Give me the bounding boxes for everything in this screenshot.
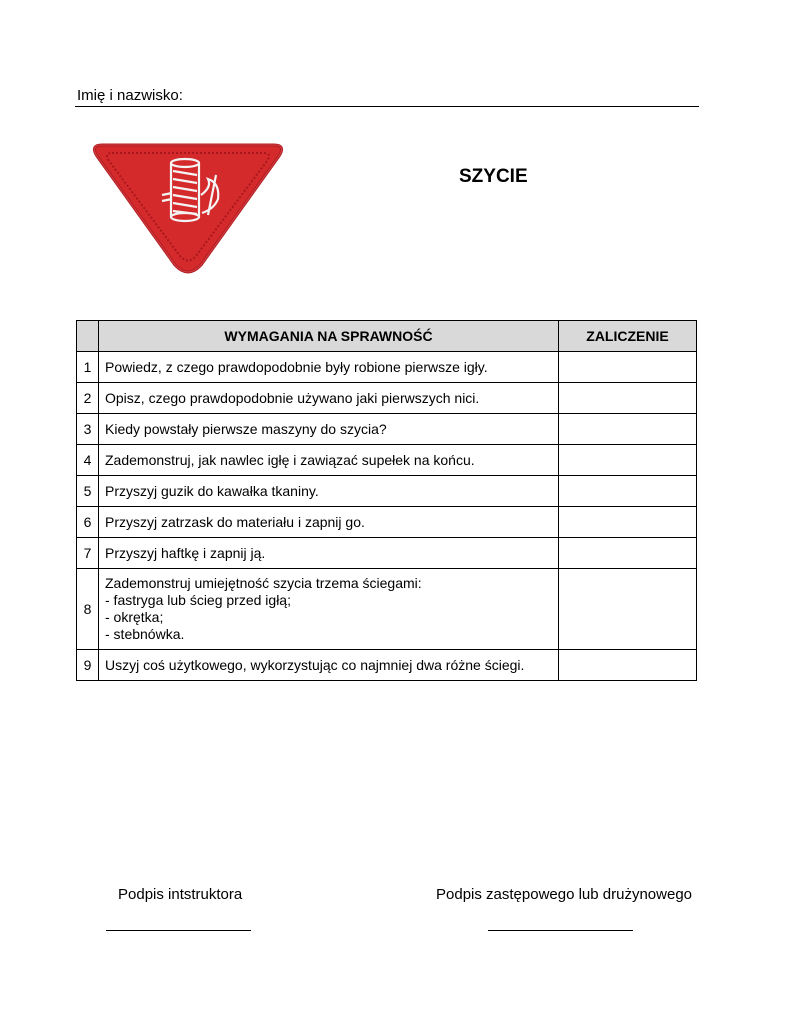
name-field-line[interactable] [75, 106, 699, 107]
requirement-cell [99, 352, 559, 383]
requirement-text: Uszyj coś użytkowego, wykorzystując co najmniej dwa różne ściegi. [105, 656, 525, 673]
table-row [77, 650, 697, 681]
requirement-cell [99, 538, 559, 569]
table-row [77, 569, 697, 650]
requirement-text: - stebnówka. [105, 626, 185, 642]
leader-signature-line[interactable] [488, 930, 633, 931]
header-num [77, 321, 99, 352]
requirement-text: Zademonstruj, jak nawlec igłę i zawiązać supełek na końcu. [105, 451, 475, 468]
row-number: 1 [77, 352, 99, 383]
completion-cell[interactable] [559, 476, 697, 507]
completion-cell[interactable] [559, 538, 697, 569]
table-row [77, 445, 697, 476]
table-row [77, 352, 697, 383]
instructor-signature-line[interactable] [106, 930, 251, 931]
row-number: 7 [77, 538, 99, 569]
requirements-table [76, 320, 697, 681]
table-row [77, 414, 697, 445]
completion-cell[interactable] [559, 569, 697, 650]
requirement-text: Kiedy powstały pierwsze maszyny do szycia? [105, 420, 387, 437]
row-number: 8 [77, 569, 99, 650]
requirement-text: Zademonstruj umiejętność szycia trzema ściegami: [105, 575, 422, 591]
requirement-cell [99, 569, 559, 650]
leader-signature-label: Podpis zastępowego lub drużynowego [436, 886, 693, 903]
requirement-cell [99, 445, 559, 476]
table-row [77, 538, 697, 569]
completion-cell[interactable] [559, 383, 697, 414]
page-title: SZYCIE [459, 166, 528, 187]
row-number: 2 [77, 383, 99, 414]
requirement-text: Przyszyj haftkę i zapnij ją. [105, 544, 266, 561]
name-label: Imię i nazwisko: [77, 87, 183, 104]
completion-cell[interactable] [559, 414, 697, 445]
requirement-text: Przyszyj guzik do kawałka tkaniny. [105, 482, 319, 499]
requirement-text: Przyszyj zatrzask do materiału i zapnij go. [105, 513, 365, 530]
header-completion: ZALICZENIE [559, 321, 697, 352]
header-requirements: WYMAGANIA NA SPRAWNOŚĆ [99, 321, 559, 352]
requirement-cell [99, 476, 559, 507]
row-number: 3 [77, 414, 99, 445]
row-number: 6 [77, 507, 99, 538]
completion-cell[interactable] [559, 650, 697, 681]
row-number: 4 [77, 445, 99, 476]
requirement-cell [99, 414, 559, 445]
requirement-cell [99, 507, 559, 538]
table-row [77, 476, 697, 507]
completion-cell[interactable] [559, 445, 697, 476]
row-number: 9 [77, 650, 99, 681]
completion-cell[interactable] [559, 507, 697, 538]
requirement-text: - okrętka; [105, 609, 164, 625]
completion-cell[interactable] [559, 352, 697, 383]
row-number: 5 [77, 476, 99, 507]
sewing-badge-thread-spool-icon [88, 135, 288, 277]
requirement-text: Powiedz, z czego prawdopodobnie były robione pierwsze igły. [105, 358, 488, 375]
table-row [77, 507, 697, 538]
requirement-text: - fastryga lub ścieg przed igłą; [105, 592, 291, 608]
instructor-signature-label: Podpis intstruktora [118, 886, 243, 903]
requirement-cell [99, 650, 559, 681]
requirement-text: Opisz, czego prawdopodobnie używano jaki pierwszych nici. [105, 389, 480, 406]
requirement-cell [99, 383, 559, 414]
table-row [77, 383, 697, 414]
